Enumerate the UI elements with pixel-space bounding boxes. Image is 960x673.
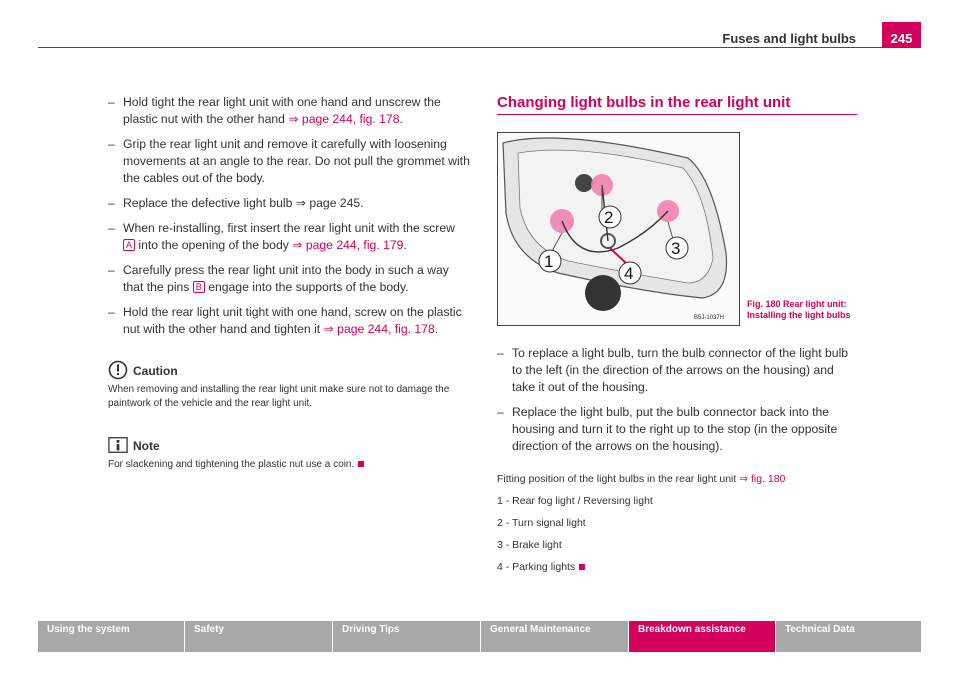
cross-reference-link[interactable]: ⇒ fig. 180	[739, 473, 786, 485]
step-item: – Hold tight the rear light unit with one hand and unscrew the plastic nut with the other hand ⇒ page 244, fig. 178.	[108, 95, 441, 126]
caution-text: When removing and installing the rear light unit make sure not to damage the paintwork of the vehicle and the rear light unit.	[108, 384, 450, 409]
step-text: Replace the light bulb, put the bulb connector back into the housing and turn it to the right up to the stop (in the opposite direction of the arrows on the housing).	[512, 405, 838, 453]
cross-reference-link[interactable]: ⇒ page 244, fig. 179	[292, 238, 404, 252]
list-item: 3 - Brake light	[497, 539, 562, 551]
note-text: For slackening and tightening the plastic nut use a coin.	[108, 459, 355, 470]
step-text: Grip the rear light unit and remove it carefully with loosening movements at an angle to the rear. Do not pull the grommet with the cables out of the body.	[123, 137, 470, 185]
step-text: To replace a light bulb, turn the bulb connector of the light bulb to the left (in the direction of the arrows on the housing) and take it out of the housing.	[512, 346, 849, 394]
fitting-intro-text: Fitting position of the light bulbs in the rear light unit	[497, 473, 740, 485]
step-text: When re-installing, first insert the rear light unit with the screw	[123, 221, 455, 235]
figure-label-4: 4	[624, 264, 634, 283]
right-column	[497, 345, 859, 583]
end-of-section-mark	[579, 564, 585, 570]
step-item: – Replace the defective light bulb ⇒ page 245.	[108, 196, 364, 210]
note-title: Note	[133, 439, 160, 453]
header-rule	[38, 47, 921, 48]
step-item: – When re-installing, first insert the rear light unit with the screw A into the opening of the body ⇒ page 244, fig. 179.	[108, 221, 455, 252]
cross-reference-link[interactable]: ⇒ page 244, fig. 178	[288, 112, 400, 126]
figure-code: B5J-1037H	[694, 315, 725, 321]
step-item: – Carefully press the rear light unit into the body in such a way that the pins B engage into the supports of the body.	[108, 263, 449, 294]
caution-heading	[108, 360, 470, 380]
step-item: – Replace the light bulb, put the bulb connector back into the housing and turn it to the right up to the stop (in the opposite direction of the arrows on the housing).	[497, 405, 838, 453]
list-item: 4 - Parking lights	[497, 561, 576, 573]
step-text-end: .	[403, 238, 407, 252]
step-item: – To replace a light bulb, turn the bulb connector of the light bulb to the left (in the direction of the arrows on the housing) and take it out of the housing.	[497, 346, 849, 394]
fitting-intro	[497, 473, 859, 485]
figure-label-2: 2	[604, 208, 614, 227]
tab-safety[interactable]: Safety	[185, 621, 332, 652]
callout-box-a: A	[123, 239, 135, 251]
step-item: – Hold the rear light unit tight with one hand, screw on the plastic nut with the other hand and tighten it ⇒ page 244, fig. 178.	[108, 305, 462, 336]
step-text: engage into the supports of the body.	[204, 280, 409, 294]
tab-technical-data[interactable]: Technical Data	[776, 621, 921, 652]
step-item: – Grip the rear light unit and remove it carefully with loosening movements at an angle to the rear. Do not pull the grommet with the cables out of the body.	[108, 137, 470, 185]
rear-light-illustration	[498, 133, 739, 325]
section-title: Changing light bulbs in the rear light unit	[497, 94, 791, 111]
note-heading	[108, 435, 470, 455]
page-number-badge	[882, 22, 921, 48]
page-number: 245	[890, 31, 913, 46]
step-text-end: .	[434, 322, 439, 336]
list-item: 2 - Turn signal light	[497, 517, 586, 529]
tab-driving-tips[interactable]: Driving Tips	[333, 621, 480, 652]
note-info-icon	[108, 435, 128, 455]
step-text: Hold the rear light unit tight with one hand, screw on the plastic nut with the other hand and tighten it	[123, 305, 462, 336]
figure-caption-line2: Installing the light bulbs	[747, 310, 851, 320]
step-text: into the opening of the body	[135, 238, 293, 252]
rear-light-figure	[497, 132, 740, 326]
tab-using-the-system[interactable]: Using the system	[38, 621, 184, 652]
step-text: Carefully press the rear light unit into the body in such a way that the pins	[123, 263, 449, 294]
note-paragraph	[108, 458, 470, 472]
callout-box-b: B	[193, 281, 205, 293]
step-text: Replace the defective light bulb ⇒ page 245.	[123, 196, 364, 210]
section-rule	[497, 114, 857, 115]
tab-general-maintenance[interactable]: General Maintenance	[481, 621, 628, 652]
step-text-end: .	[399, 112, 403, 126]
step-text: Hold tight the rear light unit with one hand and unscrew the plastic nut with the other hand	[123, 95, 441, 126]
figure-label-1: 1	[544, 252, 554, 271]
cross-reference-link[interactable]: ⇒ page 244, fig. 178	[323, 322, 435, 336]
left-column	[108, 94, 470, 472]
figure-label-3: 3	[671, 239, 681, 258]
figure-caption	[747, 299, 851, 321]
list-item-last	[497, 561, 859, 573]
tab-breakdown-assistance[interactable]: Breakdown assistance	[629, 621, 775, 652]
footer-nav	[38, 621, 921, 652]
running-header-title: Fuses and light bulbs	[722, 31, 856, 46]
caution-title: Caution	[133, 364, 178, 378]
end-of-section-mark	[358, 461, 364, 467]
caution-icon	[108, 360, 128, 380]
figure-caption-line1: Fig. 180 Rear light unit:	[747, 299, 847, 309]
list-item: 1 - Rear fog light / Reversing light	[497, 495, 653, 507]
